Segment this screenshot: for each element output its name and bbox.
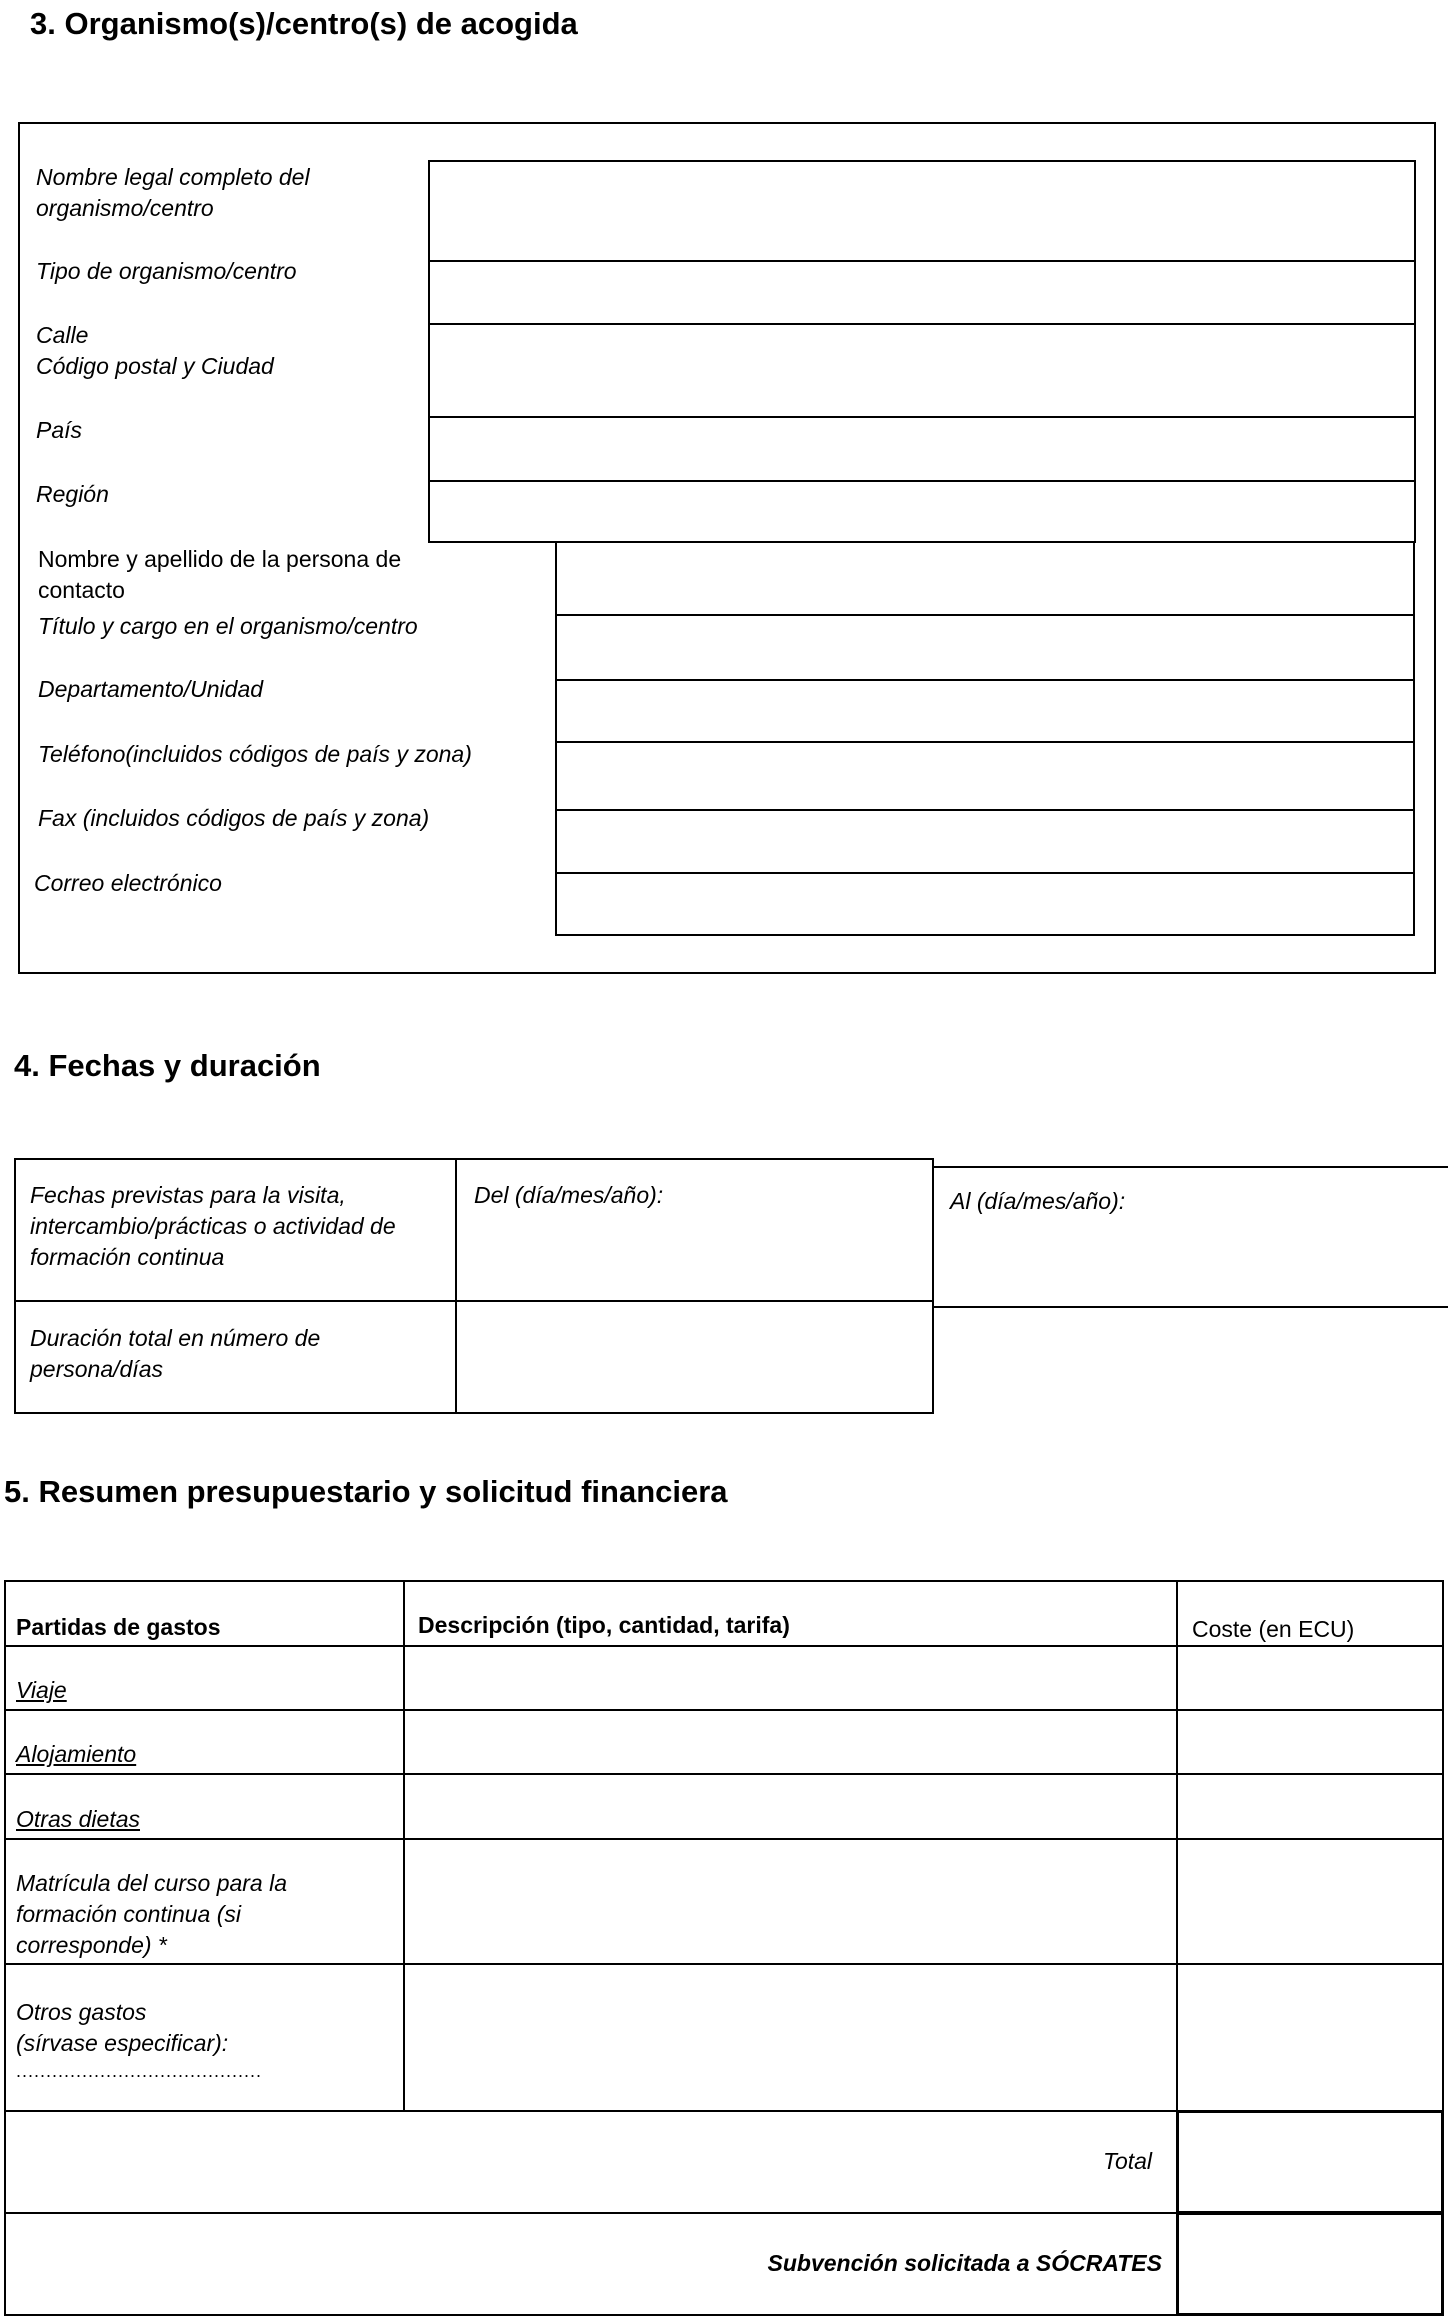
contact-title-input[interactable] xyxy=(557,616,1413,679)
fax-input[interactable] xyxy=(557,811,1413,872)
row-other-allowances-label: Otras dietas xyxy=(16,1806,140,1832)
grant-requested-cell[interactable] xyxy=(1176,2212,1444,2316)
row-course-fee-label: Matrícula del curso para la formación continua (si corresponde) * xyxy=(16,1870,288,1958)
divider xyxy=(403,1580,405,2110)
section-4-title: 4. Fechas y duración xyxy=(14,1048,321,1083)
email-label: Correo electrónico xyxy=(34,870,222,896)
planned-dates-label: Fechas previstas para la visita, intercambio/prácticas o actividad de formación continua xyxy=(30,1182,396,1270)
divider xyxy=(4,1709,1444,1711)
row-travel-label: Viaje xyxy=(16,1677,67,1703)
phone-label: Teléfono(incluidos códigos de país y zona) xyxy=(38,741,472,767)
contact-name-input[interactable] xyxy=(557,543,1413,614)
legal-name-input[interactable] xyxy=(430,162,1414,260)
contact-name-label: Nombre y apellido de la persona de contacto xyxy=(38,546,402,603)
region-input[interactable] xyxy=(430,482,1414,541)
row-accommodation-label: Alojamiento xyxy=(16,1741,137,1767)
divider xyxy=(4,1963,1444,1965)
divider xyxy=(4,1645,1444,1647)
total-duration-input[interactable] xyxy=(457,1302,932,1412)
country-input[interactable] xyxy=(430,418,1414,480)
total-cost-cell[interactable] xyxy=(1176,2110,1444,2214)
to-date-label[interactable]: Al (día/mes/año): xyxy=(950,1188,1126,1214)
contact-title-label: Título y cargo en el organismo/centro xyxy=(38,613,418,639)
org-type-input[interactable] xyxy=(430,262,1414,323)
divider xyxy=(4,1838,1444,1840)
total-duration-label: Duración total en número de persona/días xyxy=(30,1325,321,1382)
section-5-title: 5. Resumen presupuestario y solicitud financiera xyxy=(4,1474,728,1509)
street-label: Calle xyxy=(36,322,89,348)
postcode-city-label: Código postal y Ciudad xyxy=(36,353,274,379)
header-description: Descripción (tipo, cantidad, tarifa) xyxy=(418,1612,790,1638)
from-date-label[interactable]: Del (día/mes/año): xyxy=(474,1182,664,1208)
grant-requested-label: Subvención solicitada a SÓCRATES xyxy=(767,2250,1162,2276)
phone-input[interactable] xyxy=(557,743,1413,809)
total-label: Total xyxy=(1103,2148,1153,2174)
section-3-title: 3. Organismo(s)/centro(s) de acogida xyxy=(30,6,578,41)
row-other-costs-label: Otros gastos (sírvase especificar): xyxy=(16,1999,229,2056)
department-label: Departamento/Unidad xyxy=(38,676,264,702)
email-input[interactable] xyxy=(557,874,1413,934)
region-label: Región xyxy=(36,481,109,507)
legal-name-label: Nombre legal completo del organismo/centro xyxy=(36,164,310,221)
row-other-costs-dotted-line[interactable]: ......................................... xyxy=(16,2061,263,2081)
divider xyxy=(4,1773,1444,1775)
street-city-input[interactable] xyxy=(430,325,1414,416)
org-type-label: Tipo de organismo/centro xyxy=(36,258,297,284)
fax-label: Fax (incluidos códigos de país y zona) xyxy=(38,805,430,831)
country-label: País xyxy=(36,417,83,443)
header-cost: Coste (en ECU) xyxy=(1192,1616,1355,1642)
header-expense-items: Partidas de gastos xyxy=(16,1614,221,1640)
department-input[interactable] xyxy=(557,681,1413,741)
